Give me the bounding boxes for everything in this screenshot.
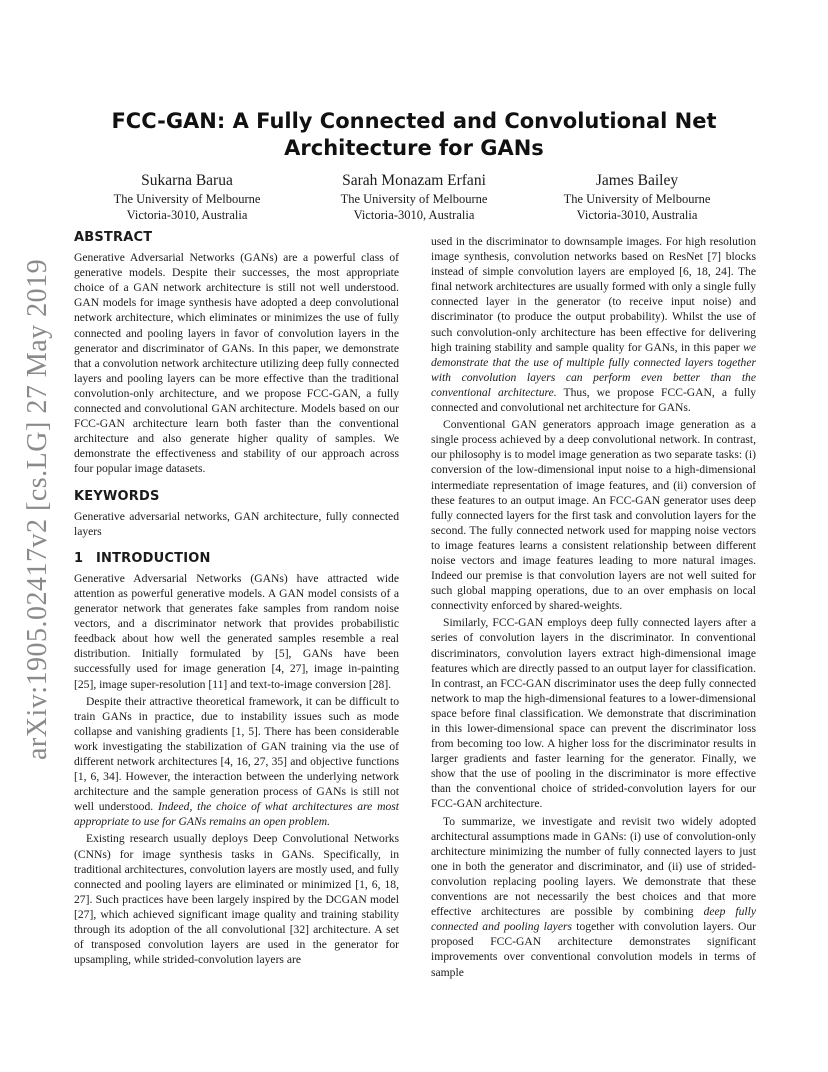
- introduction-heading: [74, 551, 399, 566]
- intro-paragraph-6-emphasis: deep fully connected and pooling layers: [431, 905, 756, 934]
- author-name: James Bailey: [595, 172, 679, 189]
- author-affiliation: The University of Melbourne: [563, 192, 711, 206]
- section-number: 1: [74, 550, 84, 566]
- intro-paragraph-6-text-end: together with convolution layers. Our proposed FCC-GAN architecture demonstrates significant improvements over conventional convolution models in terms of sample: [431, 920, 757, 979]
- author-name: Sukarna Barua: [141, 172, 233, 189]
- intro-continued-text-end: Thus, we propose FCC-GAN, a fully connected and convolutional net architecture for GANs.: [431, 385, 756, 415]
- intro-paragraph-5: Similarly, FCC-GAN employs deep fully connected layers after a series of convolution layers in the discriminator. In conventional discriminators, convolution layers extract high-dimensional image features which are directly passed to an output layer for classification. In contrast, an FCC-GAN discriminator uses the deep fully connected network to map the high-dimensional features to a lower-dimensional space before final classification. We demonstrate that discrimination in this lower-dimensional space can prevent the discriminator loss from becoming too low. A higher loss for the discriminator results in larger gradients and faster learning for the generator. Finally, we show that the use of pooling in the discriminator is more effective than the conventional choice of strided-convolution layers for our FCC-GAN architecture.: [431, 616, 756, 811]
- intro-paragraph-1: Generative Adversarial Networks (GANs) have attracted wide attention as powerful generative models. A GAN model consists of a generator network that generates fake samples from random noise vectors, and a discriminator network that provides probabilistic feedback about how well the generated samples resemble a real distribution. Initially formulated by [5], GANs have been successfully used for image generation [4, 27], image in-painting [25], image super-resolution [11] and text-to-image conversion [28].: [74, 571, 399, 691]
- keywords-heading: KEYWORDS: [74, 488, 160, 504]
- intro-paragraph-3: Existing research usually deploys Deep Convolutional Networks (CNNs) for image synthesis tasks in GANs. Specifically, in traditional architectures, convolution layers are mostly used, and fully connected and pooling layers are eliminated or minimized [1, 6, 18, 27]. Such practices have been largely inspired by the DCGAN model [27], which achieved significant image quality and training stability through its adoption of the all convolutional [32] architecture. A set of transposed convolution layers are used in the generator for upsampling, while strided-convolution layers are: [74, 832, 399, 967]
- right-column: [431, 234, 756, 980]
- intro-paragraph-6: [431, 814, 756, 980]
- author-affiliation: The University of Melbourne: [340, 192, 488, 206]
- intro-paragraph-3-continued: [431, 234, 756, 415]
- keywords-text: Generative adversarial networks, GAN architecture, fully connected layers: [74, 509, 399, 538]
- author-1: [72, 171, 302, 223]
- abstract-heading: ABSTRACT: [74, 230, 153, 245]
- paper-title: FCC-GAN: A Fully Connected and Convolutional Net Architecture for GANs: [111, 109, 717, 160]
- intro-paragraph-2-emphasis: Indeed, the choice of what architectures are most appropriate to use for GANs remains an open problem.: [74, 800, 400, 829]
- intro-paragraph-6-text: To summarize, we investigate and revisit two widely adopted architectural assumptions made in GANs: (i) use of convolution-only architecture minimizing the number of fully connected layers to just one in both the generator and discriminator, and (ii) use of strided-convolution replacing pooling layers. We demonstrate that these conventions are not necessarily the best choices and that more effective architectures are possible by combining: [431, 814, 756, 919]
- intro-paragraph-2: [74, 694, 399, 830]
- author-location: Victoria-3010, Australia: [126, 208, 248, 222]
- arxiv-identifier: arXiv:1905.02417v2 [cs.LG] 27 May 2019: [22, 258, 53, 760]
- intro-paragraph-2-text: Despite their attractive theoretical framework, it can be difficult to train GANs in practice, due to instability issues such as mode collapse and vanishing gradients [1, 5]. There has been considerable work investigating the stabilization of GAN training via the use of different network architectures [4, 16, 27, 35] and objective functions [1, 6, 34]. However, the interaction between the underlying network architecture and the sample generation process of GANs is still not well understood.: [74, 694, 399, 814]
- author-name: Sarah Monazam Erfani: [342, 172, 486, 189]
- author-affiliation: The University of Melbourne: [113, 192, 261, 206]
- abstract-text: Generative Adversarial Networks (GANs) are a powerful class of generative models. Despite their successes, the most appropriate choice of a GAN network architecture is still not well understood. GAN models for image synthesis have adopted a deep convolutional network architecture, which eliminates or minimizes the use of fully connected and pooling layers in favor of convolution layers in the generator and discriminator of GANs. In this paper, we demonstrate that a convolution network architecture utilizing deep fully connected layers and pooling layers can be more effective than the traditional convolution-only architecture, and we propose FCC-GAN, a fully connected and convolutional GAN architecture. Models based on our FCC-GAN architecture learn both faster than the conventional architecture and also generate higher quality of samples. We demonstrate the effectiveness and stability of our approach across four popular image datasets.: [74, 251, 399, 476]
- left-column: [74, 230, 399, 967]
- author-location: Victoria-3010, Australia: [353, 208, 475, 222]
- section-title: INTRODUCTION: [96, 550, 211, 566]
- intro-continued-emphasis: we demonstrate that the use of multiple fully connected layers together with convolution layers can perform even better than the conventional architecture.: [431, 340, 756, 399]
- author-2: [299, 171, 529, 223]
- intro-paragraph-4: Conventional GAN generators approach image generation as a single process achieved by a deep convolutional network. In contrast, our philosophy is to model image generation as two separate tasks: (i) conversion of the low-dimensional input noise to a high-dimensional intermediate representation of image features, and (ii) conversion of these features to an output image. An FCC-GAN generator uses deep fully connected layers for the first task and convolution layers for the second. The fully connected network used for mapping noise vectors to image features learns a consistent relationship between different noise vectors and image features leading to more natural images. Indeed our premise is that convolution layers are not well suited for such global mapping operations, due to an over emphasis on local connectivity enforced by shared-weights.: [431, 418, 756, 613]
- intro-continued-text: used in the discriminator to downsample images. For high resolution image synthesis, convolution networks based on ResNet [7] blocks instead of simple convolution layers are employed [6, 18, 24]. The final network architectures are usually formed with only a single fully connected layer in the generator (to receive input noise) and discriminator (to produce the output probability). Whilst the use of such convolution-only architecture has been effective for delivering high training stability and sample quality for GANs, in this paper: [431, 235, 756, 354]
- author-3: [522, 171, 752, 223]
- author-block: [72, 171, 756, 225]
- author-location: Victoria-3010, Australia: [576, 208, 698, 222]
